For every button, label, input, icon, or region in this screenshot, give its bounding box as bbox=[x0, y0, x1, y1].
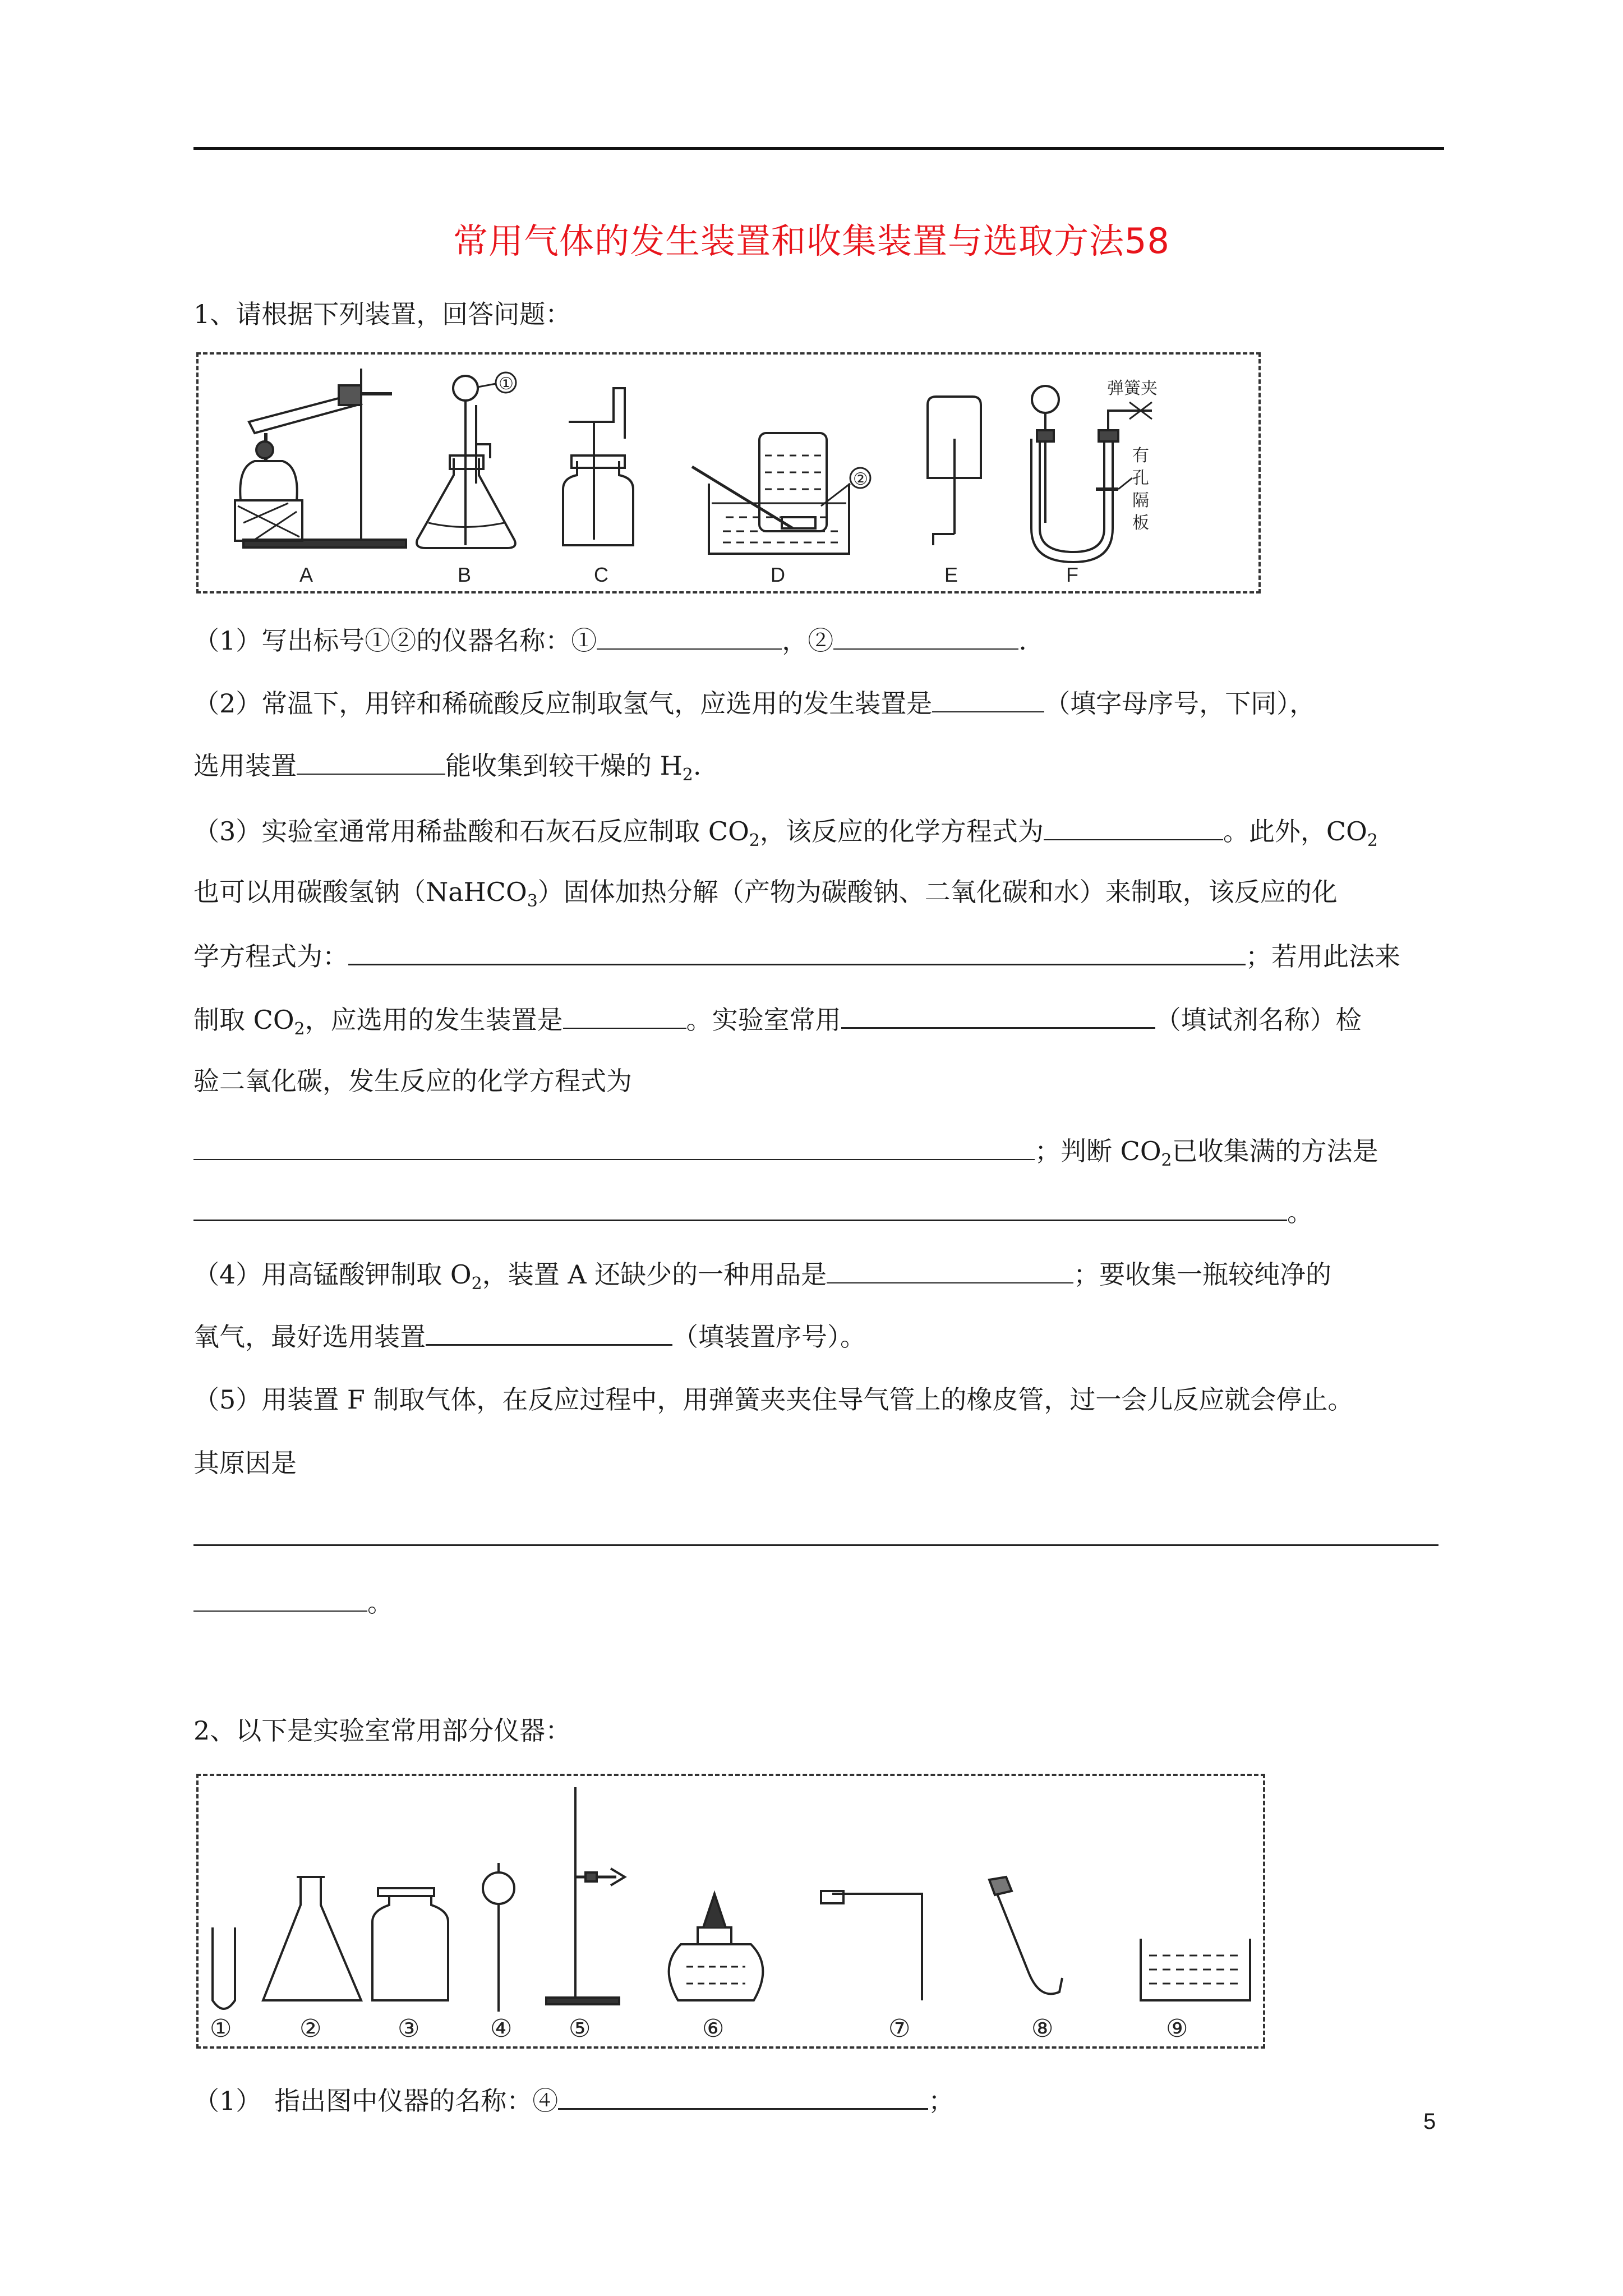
separatory-funnel-illustration bbox=[483, 1863, 514, 2012]
label-b: B bbox=[458, 563, 472, 586]
apparatus-b-illustration bbox=[417, 376, 515, 548]
q1-part3-line2: 也可以用碳酸氢钠（NaHCO$_3$）固体加热分解（产物为碳酸钠、二氧化碳和水）来制取，该反应的化 bbox=[193, 877, 1338, 911]
hooked-tube-illustration bbox=[989, 1877, 1062, 1994]
q1-part4-line2: 氧气，最好选用装置 （填装置序号）。 bbox=[193, 1318, 866, 1354]
apparatus-c-illustration bbox=[563, 388, 633, 545]
answer-blank[interactable] bbox=[193, 1194, 1287, 1221]
answer-blank[interactable] bbox=[932, 685, 1044, 712]
apparatus-f-illustration bbox=[1031, 379, 1158, 562]
label-7: ⑦ bbox=[888, 2014, 911, 2043]
q1-part3-line6: ；判断 $CO_2$已收集满的方法是 bbox=[193, 1133, 1378, 1177]
label-f: F bbox=[1066, 563, 1078, 586]
q1-part1: （1）写出标号①②的仪器名称：① ，② . bbox=[193, 623, 1027, 657]
svg-text:②: ② bbox=[853, 470, 868, 489]
q1-stem: 1、请根据下列装置，回答问题： bbox=[193, 299, 571, 329]
q1-part2-line1: （2）常温下，用锌和稀硫酸反应制取氢气，应选用的发生装置是 （填字母序号，下同）， bbox=[193, 685, 1315, 720]
answer-blank[interactable] bbox=[193, 1544, 1438, 1546]
q1-part5-line2: 其原因是 bbox=[193, 1448, 297, 1478]
page-number: 5 bbox=[1423, 2109, 1436, 2134]
q1-part5-line1: （5）用装置 F 制取气体，在反应过程中，用弹簧夹夹住导气管上的橡皮管，过一会儿反应就会停止。 bbox=[193, 1384, 1354, 1415]
answer-blank[interactable] bbox=[348, 938, 1246, 965]
gas-bottle-illustration bbox=[372, 1888, 448, 2000]
label-2: ② bbox=[299, 2014, 322, 2043]
q1-part3-line5: 验二氧化碳，发生反应的化学方程式为 bbox=[193, 1066, 632, 1096]
answer-blank[interactable] bbox=[597, 623, 782, 650]
answer-blank[interactable] bbox=[841, 1001, 1155, 1029]
label-d: D bbox=[771, 563, 785, 586]
answer-blank[interactable] bbox=[193, 1133, 1035, 1160]
label-5: ⑤ bbox=[569, 2014, 591, 2043]
spring-clip-label: 弹簧夹 bbox=[1107, 379, 1158, 398]
answer-blank[interactable] bbox=[563, 1002, 686, 1029]
q2-stem: 2、以下是实验室常用部分仪器： bbox=[193, 1715, 571, 1746]
apparatus-d-illustration bbox=[692, 433, 849, 554]
q2-instruments-figure bbox=[196, 1774, 1265, 2049]
q1-part5-line3: 。 bbox=[193, 1585, 393, 1619]
label-c: C bbox=[594, 563, 608, 586]
q1-part3-line1: （3）实验室通常用稀盐酸和石灰石反应制取 $CO_2$，该反应的化学方程式为 。此外，$CO_2$ bbox=[193, 813, 1378, 858]
q1-part4-line1: （4）用高锰酸钾制取 $O_2$，装置 A 还缺少的一种用品是 ；要收集一瓶较纯净的 bbox=[193, 1257, 1331, 1301]
q1-part3-line3: 学方程式为： ；若用此法来 bbox=[193, 938, 1400, 973]
answer-blank[interactable] bbox=[426, 1318, 672, 1346]
answer-blank[interactable] bbox=[1044, 813, 1223, 840]
porous-plate-label: 有孔隔板 bbox=[1132, 446, 1149, 533]
conical-flask-illustration bbox=[263, 1877, 361, 2000]
answer-blank[interactable] bbox=[827, 1257, 1073, 1283]
answer-blank[interactable] bbox=[833, 623, 1018, 650]
bent-glass-tube-illustration bbox=[821, 1891, 922, 2000]
iron-stand-illustration bbox=[546, 1787, 625, 2004]
q1-part2-line2: 选用装置 能收集到较干燥的 $H_2$. bbox=[193, 748, 701, 792]
page-title: 常用气体的发生装置和收集装置与选取方法58 bbox=[453, 220, 1170, 261]
header-rule bbox=[193, 147, 1444, 150]
alcohol-lamp-illustration bbox=[669, 1894, 763, 2000]
q1-part3-line4: 制取 $CO_2$，应选用的发生装置是 。实验室常用 （填试剂名称）检 bbox=[193, 1001, 1362, 1046]
svg-text:①: ① bbox=[499, 374, 514, 394]
label-3: ③ bbox=[398, 2014, 420, 2043]
label-e: E bbox=[944, 563, 958, 586]
q1-apparatus-figure bbox=[196, 352, 1261, 593]
label-6: ⑥ bbox=[702, 2014, 725, 2043]
label-9: ⑨ bbox=[1166, 2014, 1188, 2043]
label-a: A bbox=[299, 563, 313, 586]
answer-blank[interactable] bbox=[297, 748, 445, 775]
answer-blank[interactable] bbox=[558, 2082, 928, 2110]
water-trough-illustration bbox=[1141, 1939, 1250, 2000]
q2-part1: （1） 指出图中仪器的名称：④ ； bbox=[193, 2082, 954, 2118]
q1-part3-line7: 。 bbox=[193, 1194, 1313, 1229]
apparatus-a-illustration bbox=[235, 369, 406, 547]
label-8: ⑧ bbox=[1031, 2014, 1054, 2043]
answer-blank[interactable] bbox=[193, 1585, 367, 1612]
label-4: ④ bbox=[490, 2014, 513, 2043]
label-1: ① bbox=[210, 2014, 232, 2043]
apparatus-e-illustration bbox=[928, 397, 981, 545]
test-tube-illustration bbox=[213, 1927, 235, 2009]
